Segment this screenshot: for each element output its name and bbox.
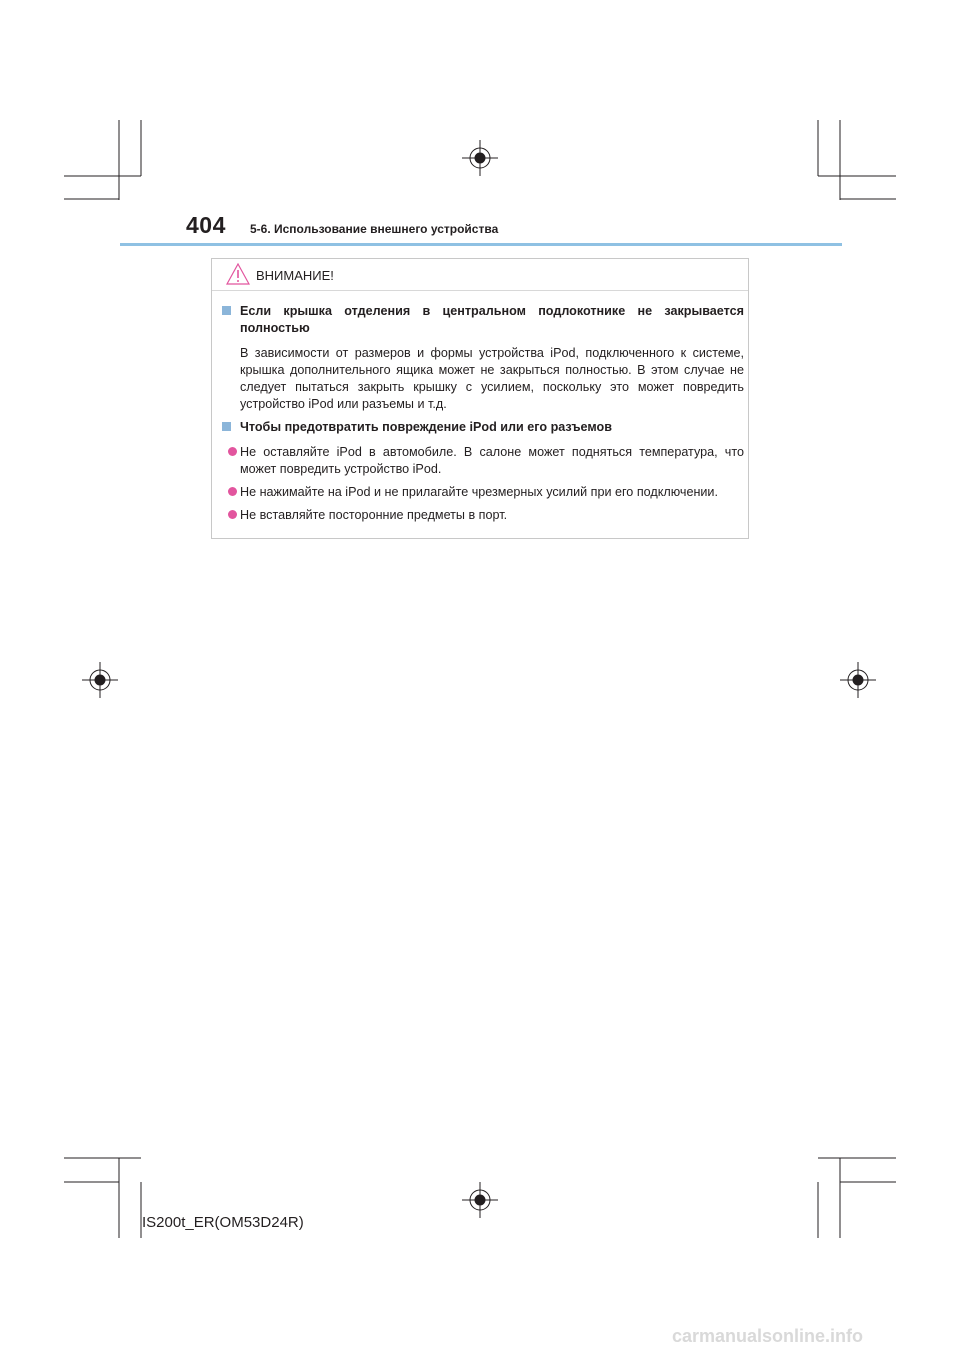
section-title: 5-6. Использование внешнего устройства [250, 222, 499, 236]
registration-target-icon [82, 662, 118, 698]
warning-triangle-icon [226, 263, 250, 285]
warning-divider [212, 290, 748, 291]
circle-bullet-icon [228, 487, 237, 496]
list-item-text: Не вставляйте посторонние предметы в порт. [240, 508, 508, 522]
list-item-text: Не нажимайте на iPod и не прилагайте чрезмерных усилий при его подключении. [240, 485, 718, 499]
warning-box [211, 258, 749, 539]
watermark: carmanualsonline.info [672, 1326, 864, 1346]
header-divider [120, 243, 842, 246]
section-heading-text: Чтобы предотвратить повреждение iPod или его разъемов [240, 420, 612, 434]
list-item-text: Не оставляйте iPod в автомобиле. В салоне может подняться температура, что может повредить устройство iPod. [240, 445, 744, 476]
list-item [220, 507, 744, 524]
list-item [220, 484, 744, 501]
page-number: 404 [186, 212, 226, 238]
section-heading-text: Если крышка отделения в центральном подлокотнике не закрывается полностью [240, 304, 744, 335]
section-heading [220, 303, 744, 337]
warning-label: ВНИМАНИЕ! [256, 268, 334, 283]
registration-target-icon [462, 140, 498, 176]
square-bullet-icon [222, 422, 231, 431]
registration-target-icon [840, 662, 876, 698]
warning-content [220, 303, 744, 530]
section-heading [220, 419, 744, 436]
circle-bullet-icon [228, 510, 237, 519]
list-item [220, 444, 744, 478]
square-bullet-icon [222, 306, 231, 315]
section-paragraph: В зависимости от размеров и формы устройства iPod, подключенного к системе, крышка дополнительного ящика может не закрыться полностью. В этом случае не следует пытаться закрыть крышку с усилием, поскольку это может повредить устройство iPod или разъемы и т.д. [240, 346, 744, 411]
document-id: IS200t_ER(OM53D24R) [142, 1214, 304, 1231]
circle-bullet-icon [228, 447, 237, 456]
registration-target-icon [462, 1182, 498, 1218]
